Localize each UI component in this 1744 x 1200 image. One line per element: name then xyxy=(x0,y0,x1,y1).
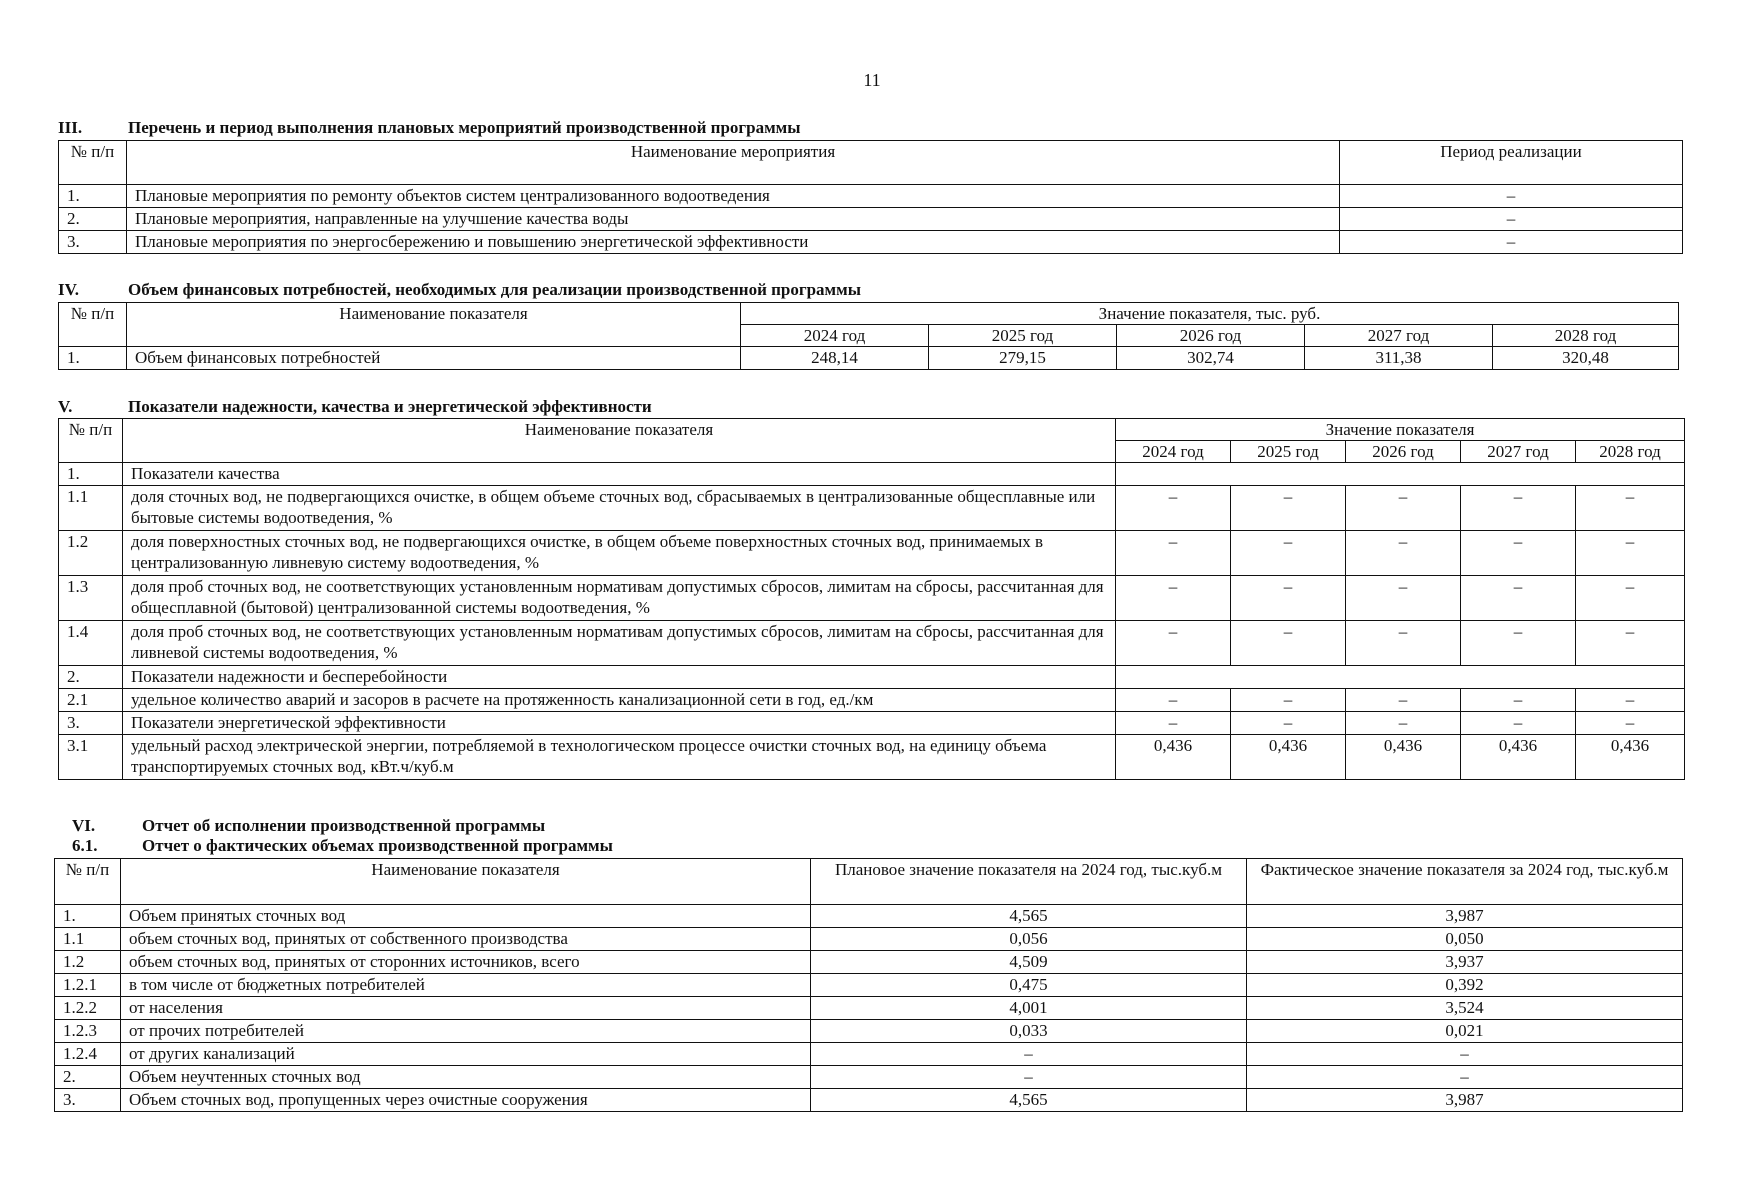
header-indicator-name: Наименование показателя xyxy=(123,419,1116,463)
row-number: 1.1 xyxy=(55,928,121,951)
header-year: 2026 год xyxy=(1346,441,1461,463)
row-value: – xyxy=(1346,689,1461,712)
table-row xyxy=(59,531,1685,576)
row-value: – xyxy=(1231,576,1346,621)
row-value: 0,436 xyxy=(1231,735,1346,780)
table-row xyxy=(55,974,1683,997)
section-6-1-heading: Отчет о фактических объемах производственной программы xyxy=(142,836,613,855)
row-value: – xyxy=(1461,689,1576,712)
header-value: Значение показателя xyxy=(1116,419,1685,441)
row-name: Показатели энергетической эффективности xyxy=(123,712,1116,735)
row-fact: – xyxy=(1247,1043,1683,1066)
row-plan: 0,056 xyxy=(811,928,1247,951)
table-row xyxy=(55,1043,1683,1066)
row-value: – xyxy=(1346,621,1461,666)
row-fact: 0,050 xyxy=(1247,928,1683,951)
row-empty-values xyxy=(1116,463,1685,486)
row-number: 1. xyxy=(59,463,123,486)
row-plan: 4,001 xyxy=(811,997,1247,1020)
header-year: 2025 год xyxy=(929,325,1117,347)
row-value: – xyxy=(1461,712,1576,735)
row-name: Плановые мероприятия по энергосбережению и повышению энергетической эффективности xyxy=(127,231,1340,254)
header-year: 2027 год xyxy=(1461,441,1576,463)
row-number: 2. xyxy=(55,1066,121,1089)
row-name: удельный расход электрической энергии, потребляемой в технологическом процессе очистки сточных вод, на единицу объема транспортируемых сточных вод, кВт.ч/куб.м xyxy=(123,735,1116,780)
row-value: 279,15 xyxy=(929,347,1117,370)
row-number: 1.4 xyxy=(59,621,123,666)
row-period: – xyxy=(1340,208,1683,231)
row-value: – xyxy=(1346,486,1461,531)
row-value: – xyxy=(1346,712,1461,735)
row-value: 302,74 xyxy=(1117,347,1305,370)
row-number: 3. xyxy=(59,231,127,254)
table-row xyxy=(59,185,1683,208)
row-period: – xyxy=(1340,185,1683,208)
header-activity-name: Наименование мероприятия xyxy=(127,141,1340,185)
row-plan: – xyxy=(811,1066,1247,1089)
section-6-heading: Отчет об исполнении производственной программы xyxy=(142,816,546,835)
section-5-heading: Показатели надежности, качества и энергетической эффективности xyxy=(128,397,652,416)
table-row xyxy=(59,576,1685,621)
row-name: доля сточных вод, не подвергающихся очистке, в общем объеме сточных вод, сбрасываемых в централизованные общесплавные или бытовые системы водоотведения, % xyxy=(123,486,1116,531)
section-6-number: VI. xyxy=(72,816,96,835)
table-row xyxy=(59,621,1685,666)
row-name: доля поверхностных сточных вод, не подвергающихся очистке, в общем объеме поверхностных сточных вод, принимаемых в централизованную ливневую систему водоотведения, % xyxy=(123,531,1116,576)
row-fact: 0,021 xyxy=(1247,1020,1683,1043)
header-number: № п/п xyxy=(59,303,127,347)
row-name: доля проб сточных вод, не соответствующих установленным нормативам допустимых сбросов, лимитам на сбросы, рассчитанная для ливневой системы водоотведения, % xyxy=(123,621,1116,666)
row-number: 2. xyxy=(59,666,123,689)
row-number: 1.2.1 xyxy=(55,974,121,997)
row-value: – xyxy=(1576,486,1685,531)
row-number: 1. xyxy=(55,905,121,928)
section-6-1-number: 6.1. xyxy=(72,836,98,855)
row-name: от других канализаций xyxy=(121,1043,811,1066)
table-row xyxy=(59,208,1683,231)
row-plan: 4,565 xyxy=(811,905,1247,928)
header-indicator-name: Наименование показателя xyxy=(127,303,741,347)
row-name: удельное количество аварий и засоров в расчете на протяженность канализационной сети в год, ед./км xyxy=(123,689,1116,712)
row-value: – xyxy=(1116,531,1231,576)
row-plan: 0,033 xyxy=(811,1020,1247,1043)
row-number: 1. xyxy=(59,347,127,370)
row-name: Объем финансовых потребностей xyxy=(127,347,741,370)
row-number: 1.2.4 xyxy=(55,1043,121,1066)
header-indicator-name: Наименование показателя xyxy=(121,859,811,905)
row-name: Показатели качества xyxy=(123,463,1116,486)
row-value: 0,436 xyxy=(1576,735,1685,780)
table-indicators xyxy=(58,418,1685,780)
row-value: – xyxy=(1576,689,1685,712)
row-name: Объем сточных вод, пропущенных через очистные сооружения xyxy=(121,1089,811,1112)
row-number: 1.1 xyxy=(59,486,123,531)
row-value: – xyxy=(1576,621,1685,666)
row-value: 0,436 xyxy=(1116,735,1231,780)
section-4-heading: Объем финансовых потребностей, необходимых для реализации производственной программы xyxy=(128,280,861,299)
section-3-number: III. xyxy=(58,118,83,137)
table-row xyxy=(55,951,1683,974)
row-fact: 3,987 xyxy=(1247,1089,1683,1112)
header-number: № п/п xyxy=(55,859,121,905)
row-number: 2. xyxy=(59,208,127,231)
row-value: – xyxy=(1116,576,1231,621)
row-value: – xyxy=(1231,712,1346,735)
header-year: 2026 год xyxy=(1117,325,1305,347)
section-4-title xyxy=(58,280,861,300)
table-row xyxy=(55,997,1683,1020)
table-actual-volumes xyxy=(54,858,1683,1112)
row-value: – xyxy=(1116,712,1231,735)
row-value: – xyxy=(1461,486,1576,531)
row-number: 1.2.2 xyxy=(55,997,121,1020)
section-4 xyxy=(58,280,861,300)
table-row xyxy=(59,347,1679,370)
section-5-number: V. xyxy=(58,397,73,416)
row-value: – xyxy=(1116,486,1231,531)
row-name: от прочих потребителей xyxy=(121,1020,811,1043)
row-name: доля проб сточных вод, не соответствующих установленным нормативам допустимых сбросов, лимитам на сбросы, рассчитанная для общесплавной (бытовой) централизованной системы водоотведения, % xyxy=(123,576,1116,621)
section-3-title xyxy=(58,118,801,138)
table-row xyxy=(59,463,1685,486)
header-year: 2028 год xyxy=(1493,325,1679,347)
row-number: 1.2 xyxy=(55,951,121,974)
section-5-title xyxy=(58,397,652,417)
row-name: Объем неучтенных сточных вод xyxy=(121,1066,811,1089)
row-name: Плановые мероприятия, направленные на улучшение качества воды xyxy=(127,208,1340,231)
row-number: 3. xyxy=(59,712,123,735)
table-row xyxy=(55,928,1683,951)
table-row xyxy=(55,905,1683,928)
table-activities xyxy=(58,140,1683,254)
section-4-number: IV. xyxy=(58,280,79,299)
header-year: 2025 год xyxy=(1231,441,1346,463)
table-financial-needs xyxy=(58,302,1679,370)
row-value: – xyxy=(1576,576,1685,621)
table-row xyxy=(59,735,1685,780)
row-empty-values xyxy=(1116,666,1685,689)
table-row xyxy=(59,486,1685,531)
row-number: 1. xyxy=(59,185,127,208)
section-3-heading: Перечень и период выполнения плановых мероприятий производственной программы xyxy=(128,118,801,137)
row-value: – xyxy=(1231,531,1346,576)
row-number: 3. xyxy=(55,1089,121,1112)
header-actual-value: Фактическое значение показателя за 2024 год, тыс.куб.м xyxy=(1247,859,1683,905)
row-fact: 3,524 xyxy=(1247,997,1683,1020)
row-name: Объем принятых сточных вод xyxy=(121,905,811,928)
row-plan: 0,475 xyxy=(811,974,1247,997)
table-row xyxy=(55,1089,1683,1112)
row-number: 1.2.3 xyxy=(55,1020,121,1043)
row-value: 0,436 xyxy=(1461,735,1576,780)
row-value: 320,48 xyxy=(1493,347,1679,370)
header-number: № п/п xyxy=(59,419,123,463)
page-number: 11 xyxy=(863,70,881,90)
row-fact: 3,987 xyxy=(1247,905,1683,928)
header-period: Период реализации xyxy=(1340,141,1683,185)
header-value: Значение показателя, тыс. руб. xyxy=(741,303,1679,325)
row-value: 0,436 xyxy=(1346,735,1461,780)
row-name: объем сточных вод, принятых от собственного производства xyxy=(121,928,811,951)
table-row xyxy=(55,1066,1683,1089)
row-number: 3.1 xyxy=(59,735,123,780)
section-6-1-title xyxy=(72,836,613,856)
row-name: Показатели надежности и бесперебойности xyxy=(123,666,1116,689)
header-year: 2028 год xyxy=(1576,441,1685,463)
header-number: № п/п xyxy=(59,141,127,185)
row-name: объем сточных вод, принятых от сторонних источников, всего xyxy=(121,951,811,974)
table-row xyxy=(59,689,1685,712)
row-value: – xyxy=(1346,531,1461,576)
section-6 xyxy=(72,816,613,856)
row-value: – xyxy=(1116,689,1231,712)
row-value: – xyxy=(1576,531,1685,576)
row-name: в том числе от бюджетных потребителей xyxy=(121,974,811,997)
section-3 xyxy=(58,118,801,138)
table-row xyxy=(55,1020,1683,1043)
row-value: 248,14 xyxy=(741,347,929,370)
row-value: 311,38 xyxy=(1305,347,1493,370)
row-number: 1.3 xyxy=(59,576,123,621)
row-plan: 4,509 xyxy=(811,951,1247,974)
row-plan: 4,565 xyxy=(811,1089,1247,1112)
row-fact: 3,937 xyxy=(1247,951,1683,974)
header-year: 2024 год xyxy=(741,325,929,347)
header-plan-value: Плановое значение показателя на 2024 год, тыс.куб.м xyxy=(811,859,1247,905)
row-name: Плановые мероприятия по ремонту объектов систем централизованного водоотведения xyxy=(127,185,1340,208)
row-value: – xyxy=(1231,689,1346,712)
row-value: – xyxy=(1231,486,1346,531)
row-value: – xyxy=(1346,576,1461,621)
section-6-title xyxy=(72,816,613,836)
table-row xyxy=(59,666,1685,689)
table-row xyxy=(59,712,1685,735)
row-name: от населения xyxy=(121,997,811,1020)
section-5 xyxy=(58,397,652,417)
row-fact: – xyxy=(1247,1066,1683,1089)
row-number: 1.2 xyxy=(59,531,123,576)
row-number: 2.1 xyxy=(59,689,123,712)
row-fact: 0,392 xyxy=(1247,974,1683,997)
header-year: 2024 год xyxy=(1116,441,1231,463)
row-value: – xyxy=(1461,576,1576,621)
row-value: – xyxy=(1461,531,1576,576)
row-value: – xyxy=(1461,621,1576,666)
table-row xyxy=(59,231,1683,254)
row-period: – xyxy=(1340,231,1683,254)
row-value: – xyxy=(1231,621,1346,666)
row-value: – xyxy=(1576,712,1685,735)
row-value: – xyxy=(1116,621,1231,666)
header-year: 2027 год xyxy=(1305,325,1493,347)
row-plan: – xyxy=(811,1043,1247,1066)
